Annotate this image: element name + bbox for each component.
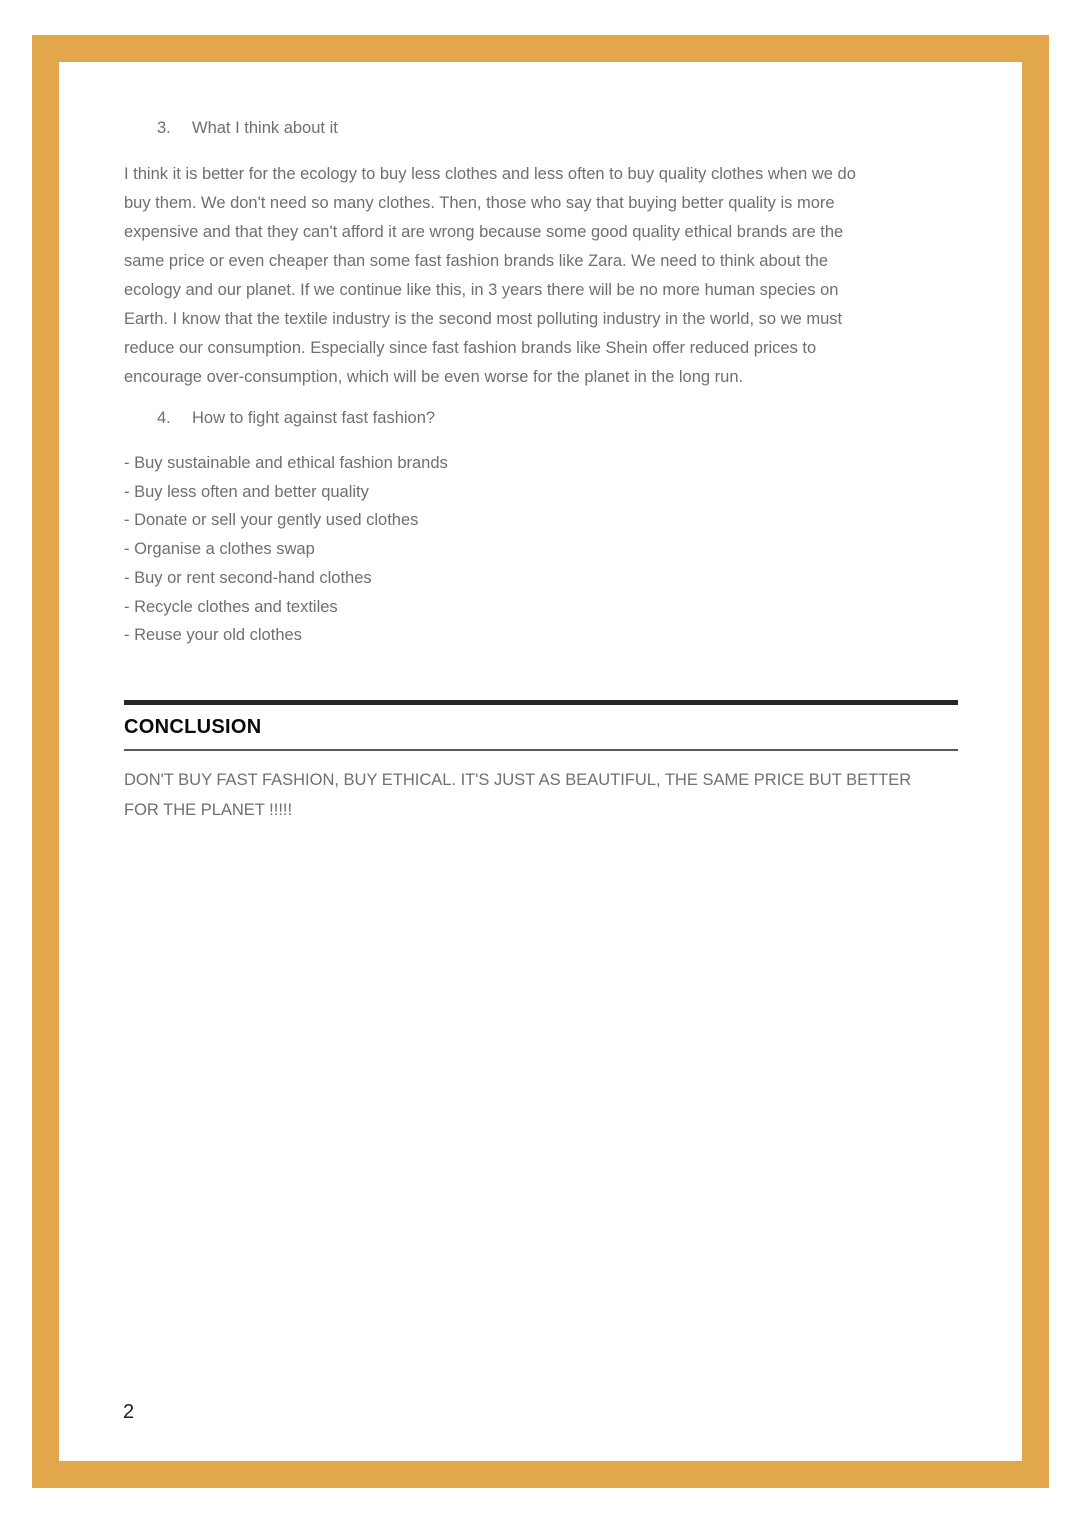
fight-fast-fashion-list <box>124 449 448 650</box>
section-heading-4 <box>157 409 435 428</box>
list-item: - Donate or sell your gently used clothes <box>124 511 419 530</box>
paragraph-line: same price or even cheaper than some fast fashion brands like Zara. We need to think about the <box>124 252 829 270</box>
list-item: - Recycle clothes and textiles <box>124 597 338 616</box>
paragraph-line: Earth. I know that the textile industry is the second most polluting industry in the world, so we must <box>124 310 843 328</box>
paragraph-line: ecology and our planet. If we continue like this, in 3 years there will be no more human species on <box>124 281 839 299</box>
paragraph-line: encourage over-consumption, which will be even worse for the planet in the long run. <box>124 368 744 386</box>
conclusion-bottom-rule <box>124 749 958 751</box>
list-item: - Reuse your old clothes <box>124 626 302 645</box>
conclusion-heading: CONCLUSION <box>124 716 262 738</box>
section-3-number: 3. <box>157 119 171 137</box>
opinion-paragraph <box>124 160 856 392</box>
paragraph-line: buy them. We don't need so many clothes. Then, those who say that buying better quality is more <box>124 194 835 212</box>
section-heading-3 <box>157 119 338 138</box>
conclusion-top-rule <box>124 700 958 705</box>
conclusion-line: DON'T BUY FAST FASHION, BUY ETHICAL. IT'S JUST AS BEAUTIFUL, THE SAME PRICE BUT BETTER <box>124 771 912 789</box>
list-item: - Buy or rent second-hand clothes <box>124 568 372 587</box>
conclusion-line: FOR THE PLANET !!!!! <box>124 800 293 819</box>
conclusion-paragraph <box>124 766 911 825</box>
section-3-title: What I think about it <box>192 119 338 137</box>
list-item: - Organise a clothes swap <box>124 540 315 559</box>
list-item: - Buy sustainable and ethical fashion brands <box>124 454 448 472</box>
section-4-number: 4. <box>157 409 171 427</box>
list-item: - Buy less often and better quality <box>124 482 369 501</box>
paragraph-line: reduce our consumption. Especially since fast fashion brands like Shein offer reduced prices to <box>124 339 817 357</box>
page-number: 2 <box>123 1401 135 1423</box>
paragraph-line: I think it is better for the ecology to buy less clothes and less often to buy quality clothes when we do <box>124 165 856 183</box>
section-4-title: How to fight against fast fashion? <box>192 409 436 427</box>
paragraph-line: expensive and that they can't afford it are wrong because some good quality ethical brands are the <box>124 223 844 241</box>
